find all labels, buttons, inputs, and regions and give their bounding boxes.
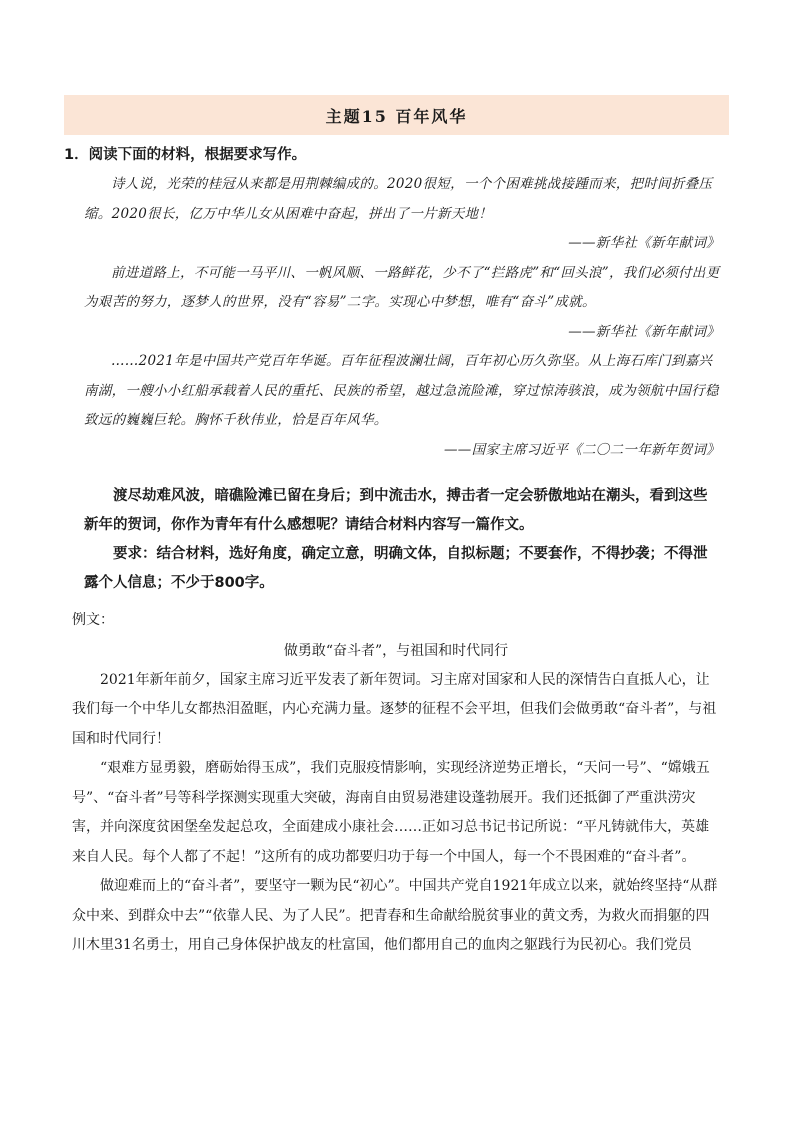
essay-title: 做勇敢“奋斗者”，与祖国和时代同行 xyxy=(283,642,509,659)
material-1-source: ——新华社《新年献词》 xyxy=(568,235,720,251)
example-section xyxy=(72,606,720,961)
page-title: 主题15 百年风华 xyxy=(325,106,468,126)
material-1-text: 诗人说，光荣的桂冠从来都是用荆棘编成的。2020很短，一个个困难挑战接踵而来，把时间折叠压缩。2020很长，亿万中华儿女从困难中奋起，拼出了一片新天地！ xyxy=(84,176,713,222)
material-3-text: ……2021年是中国共产党百年华诞。百年征程波澜壮阔，百年初心历久弥坚。从上海石库门到嘉兴南湖，一艘小小红船承载着人民的重托、民族的希望，越过急流险滩，穿过惊涛骇浪，成为领航中国行稳致远的巍巍巨轮。胸怀千秋伟业，恰是百年风华。 xyxy=(84,353,719,428)
material-3-source: ——国家主席习近平《二〇二一年新年贺词》 xyxy=(444,441,720,458)
essay-paragraph-2: “艰难方显勇毅，磨砺始得玉成”，我们克服疫情影响，实现经济逆势正增长，“天问一号”、“嫦娥五号”、“奋斗者”号等科学探测实现重大突破，海南自由贸易港建设蓬勃展开。我们还抵御了严重洪涝灾害，并向深度贫困堡垒发起总攻，全面建成小康社会……正如习总书记书记所说：“平凡铸就伟大，英雄来自人民。每个人都了不起！”这所有的成功都要归功于每一个中国人，每一个不畏困难的“奋斗者”。 xyxy=(72,760,710,865)
writing-requirements: 要求：结合材料，选好角度，确定立意，明确文体，自拟标题；不要套作，不得抄袭；不得泄露个人信息；不少于800字。 xyxy=(84,546,708,591)
example-label: 例文： xyxy=(72,612,114,628)
materials-section xyxy=(84,170,720,465)
task-section xyxy=(84,482,720,598)
question-heading: 1．阅读下面的材料，根据要求写作。 xyxy=(64,147,307,163)
essay-paragraph-1: 2021年新年前夕，国家主席习近平发表了新年贺词。习主席对国家和人民的深情告白直抵人心，让我们每一个中华儿女都热泪盈眶，内心充满力量。逐梦的征程不会平坦，但我们会做勇敢“奋斗者”，与祖国和时代同行！ xyxy=(72,671,717,747)
essay-paragraph-3: 做迎难而上的“奋斗者”，要坚守一颗为民“初心”。中国共产党自1921年成立以来，就始终坚持“从群众中来、到群众中去”“依靠人民、为了人民”。把青春和生命献给脱贫事业的黄文秀，为救火而捐躯的四川木里31名勇士，用自己身体保护战友的杜富国，他们都用自己的血肉之躯践行为民初心。我们党员 xyxy=(72,878,718,953)
material-2-source: ——新华社《新年献词》 xyxy=(568,323,720,340)
title-banner xyxy=(64,95,729,135)
material-2-text: 前进道路上，不可能一马平川、一帆风顺、一路鲜花，少不了“拦路虎”和“回头浪”，我们必须付出更为艰苦的努力，逐梦人的世界，没有“容易”二字。实现心中梦想，唯有“奋斗”成就。 xyxy=(84,264,720,310)
writing-prompt: 渡尽劫难风波，暗礁险滩已留在身后；到中流击水，搏击者一定会骄傲地站在潮头，看到这些新年的贺词，你作为青年有什么感想呢？请结合材料内容写一篇作文。 xyxy=(84,488,708,533)
